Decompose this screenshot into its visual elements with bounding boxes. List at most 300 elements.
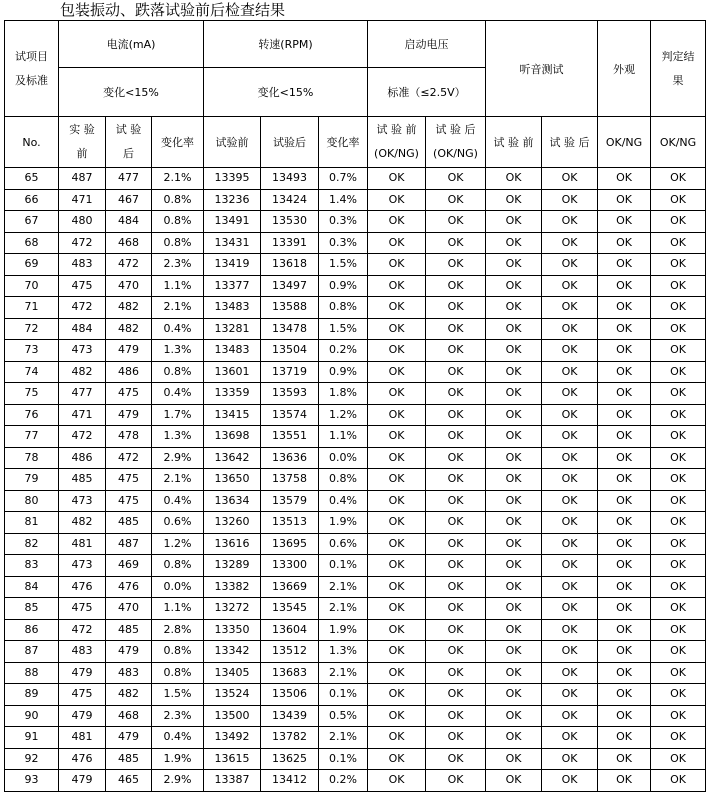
cell-speed-before: 13281 [204,318,261,340]
cell-judgement: OK [651,361,706,383]
header-corner-line2: 及标准 [15,73,48,87]
cell-current-rate: 2.1% [152,469,204,491]
cell-speed-rate: 0.1% [319,555,368,577]
cell-voltage-after: OK [426,469,486,491]
cell-listening-after: OK [542,490,598,512]
cell-speed-rate: 1.8% [319,383,368,405]
cell-appearance: OK [598,426,651,448]
table-row [5,770,706,792]
cell-voltage-after: OK [426,383,486,405]
table-row [5,662,706,684]
cell-no: 88 [5,662,59,684]
cell-current-before: 473 [59,555,106,577]
cell-current-before: 482 [59,512,106,534]
cell-no: 76 [5,404,59,426]
header-speed-standard: 变化<15% [204,68,368,117]
cell-no: 80 [5,490,59,512]
table-row [5,318,706,340]
cell-judgement: OK [651,705,706,727]
cell-current-before: 486 [59,447,106,469]
cell-speed-rate: 0.2% [319,770,368,792]
cell-listening-before: OK [486,404,542,426]
cell-judgement: OK [651,340,706,362]
cell-current-rate: 2.3% [152,705,204,727]
cell-current-after: 487 [106,533,152,555]
cell-speed-after: 13683 [261,662,319,684]
cell-judgement: OK [651,684,706,706]
cell-no: 68 [5,232,59,254]
cell-current-after: 468 [106,705,152,727]
cell-current-rate: 2.1% [152,168,204,190]
cell-voltage-before: OK [368,770,426,792]
cell-speed-rate: 2.1% [319,576,368,598]
cell-speed-before: 13405 [204,662,261,684]
cell-appearance: OK [598,168,651,190]
header-voltage-before-label: 试 验 前 [376,123,417,136]
cell-speed-before: 13377 [204,275,261,297]
cell-appearance: OK [598,770,651,792]
cell-voltage-before: OK [368,211,426,233]
cell-speed-rate: 1.9% [319,512,368,534]
cell-voltage-before: OK [368,297,426,319]
cell-voltage-after: OK [426,619,486,641]
cell-current-before: 479 [59,662,106,684]
cell-listening-before: OK [486,576,542,598]
cell-no: 69 [5,254,59,276]
cell-current-before: 475 [59,598,106,620]
table-row [5,297,706,319]
cell-current-before: 476 [59,748,106,770]
cell-listening-before: OK [486,447,542,469]
cell-speed-rate: 1.5% [319,254,368,276]
cell-voltage-before: OK [368,662,426,684]
header-corner-line1: 试项目 [15,49,48,63]
cell-speed-before: 13289 [204,555,261,577]
cell-judgement: OK [651,211,706,233]
cell-no: 86 [5,619,59,641]
cell-speed-rate: 0.3% [319,232,368,254]
cell-voltage-after: OK [426,297,486,319]
cell-listening-after: OK [542,275,598,297]
cell-current-after: 470 [106,598,152,620]
cell-speed-before: 13272 [204,598,261,620]
cell-speed-before: 13483 [204,340,261,362]
cell-listening-after: OK [542,662,598,684]
table-row [5,684,706,706]
cell-appearance: OK [598,383,651,405]
table-row [5,447,706,469]
cell-current-rate: 0.8% [152,662,204,684]
cell-listening-after: OK [542,684,598,706]
cell-listening-after: OK [542,404,598,426]
cell-appearance: OK [598,211,651,233]
header-voltage-before-okng: (OK/NG) [374,147,419,160]
cell-current-before: 475 [59,275,106,297]
cell-listening-before: OK [486,662,542,684]
cell-current-rate: 0.4% [152,490,204,512]
cell-appearance: OK [598,232,651,254]
cell-speed-rate: 1.2% [319,404,368,426]
cell-judgement: OK [651,404,706,426]
cell-voltage-after: OK [426,426,486,448]
cell-listening-before: OK [486,275,542,297]
cell-current-rate: 1.1% [152,598,204,620]
cell-speed-rate: 0.1% [319,748,368,770]
cell-voltage-before: OK [368,684,426,706]
cell-voltage-after: OK [426,576,486,598]
cell-speed-after: 13513 [261,512,319,534]
cell-current-before: 471 [59,404,106,426]
cell-speed-after: 13782 [261,727,319,749]
cell-speed-before: 13616 [204,533,261,555]
cell-listening-after: OK [542,770,598,792]
cell-voltage-before: OK [368,361,426,383]
cell-no: 70 [5,275,59,297]
cell-voltage-after: OK [426,447,486,469]
cell-voltage-before: OK [368,318,426,340]
cell-speed-after: 13497 [261,275,319,297]
cell-no: 67 [5,211,59,233]
cell-listening-before: OK [486,748,542,770]
cell-speed-before: 13650 [204,469,261,491]
cell-current-after: 485 [106,748,152,770]
cell-listening-after: OK [542,598,598,620]
cell-speed-rate: 0.7% [319,168,368,190]
cell-current-rate: 2.1% [152,297,204,319]
cell-voltage-after: OK [426,662,486,684]
cell-listening-before: OK [486,361,542,383]
cell-voltage-before: OK [368,598,426,620]
cell-listening-after: OK [542,340,598,362]
cell-current-before: 481 [59,533,106,555]
cell-judgement: OK [651,512,706,534]
cell-appearance: OK [598,748,651,770]
cell-listening-after: OK [542,576,598,598]
cell-judgement: OK [651,727,706,749]
table-row [5,340,706,362]
cell-speed-after: 13504 [261,340,319,362]
cell-listening-after: OK [542,232,598,254]
header-judgement-okng: OK/NG [651,117,706,168]
cell-current-before: 472 [59,426,106,448]
cell-listening-before: OK [486,318,542,340]
cell-no: 79 [5,469,59,491]
header-speed-before: 试验前 [204,117,261,168]
cell-appearance: OK [598,533,651,555]
cell-current-rate: 0.8% [152,189,204,211]
header-speed: 转速(RPM) [204,21,368,68]
cell-current-before: 472 [59,619,106,641]
cell-speed-after: 13300 [261,555,319,577]
cell-current-before: 487 [59,168,106,190]
cell-voltage-before: OK [368,469,426,491]
table-row [5,361,706,383]
cell-no: 90 [5,705,59,727]
cell-current-after: 478 [106,426,152,448]
cell-voltage-before: OK [368,168,426,190]
cell-no: 84 [5,576,59,598]
cell-speed-after: 13719 [261,361,319,383]
header-current: 电流(mA) [59,21,204,68]
cell-current-after: 486 [106,361,152,383]
cell-listening-after: OK [542,748,598,770]
cell-listening-before: OK [486,426,542,448]
cell-current-rate: 2.9% [152,770,204,792]
results-table [4,20,706,792]
cell-appearance: OK [598,340,651,362]
cell-current-after: 468 [106,232,152,254]
cell-judgement: OK [651,662,706,684]
table-row [5,619,706,641]
cell-listening-after: OK [542,533,598,555]
cell-judgement: OK [651,383,706,405]
cell-speed-before: 13415 [204,404,261,426]
cell-speed-before: 13492 [204,727,261,749]
cell-current-rate: 1.5% [152,684,204,706]
cell-speed-before: 13642 [204,447,261,469]
table-row [5,641,706,663]
cell-speed-after: 13478 [261,318,319,340]
cell-speed-rate: 0.9% [319,275,368,297]
cell-speed-after: 13391 [261,232,319,254]
cell-current-before: 476 [59,576,106,598]
cell-current-rate: 0.8% [152,211,204,233]
header-speed-rate: 变化率 [319,117,368,168]
cell-speed-after: 13669 [261,576,319,598]
cell-current-rate: 2.9% [152,447,204,469]
header-current-after [106,117,152,168]
cell-current-after: 482 [106,684,152,706]
cell-current-rate: 0.8% [152,232,204,254]
cell-no: 71 [5,297,59,319]
cell-no: 74 [5,361,59,383]
cell-current-after: 479 [106,340,152,362]
cell-voltage-before: OK [368,533,426,555]
cell-no: 72 [5,318,59,340]
cell-no: 77 [5,426,59,448]
cell-no: 73 [5,340,59,362]
cell-current-rate: 1.2% [152,533,204,555]
table-row [5,512,706,534]
cell-judgement: OK [651,748,706,770]
cell-speed-after: 13424 [261,189,319,211]
cell-speed-after: 13506 [261,684,319,706]
cell-listening-after: OK [542,469,598,491]
cell-listening-before: OK [486,770,542,792]
table-row [5,383,706,405]
cell-speed-before: 13260 [204,512,261,534]
header-voltage-after-label: 试 验 后 [435,123,476,136]
cell-current-after: 475 [106,490,152,512]
table-row [5,275,706,297]
cell-current-after: 477 [106,168,152,190]
cell-current-rate: 1.3% [152,426,204,448]
header-appearance: 外观 [598,21,651,117]
header-listening-test: 听音测试 [486,21,598,117]
cell-speed-rate: 0.0% [319,447,368,469]
cell-appearance: OK [598,254,651,276]
cell-current-before: 480 [59,211,106,233]
cell-listening-before: OK [486,254,542,276]
header-judgement-line1: 判定结 [661,49,695,63]
table-row [5,426,706,448]
header-speed-after: 试验后 [261,117,319,168]
header-current-after-line2: 后 [123,147,134,160]
cell-current-rate: 0.4% [152,727,204,749]
cell-appearance: OK [598,447,651,469]
cell-speed-rate: 0.1% [319,684,368,706]
cell-current-rate: 0.4% [152,318,204,340]
cell-voltage-before: OK [368,619,426,641]
cell-current-after: 472 [106,447,152,469]
cell-appearance: OK [598,275,651,297]
cell-listening-after: OK [542,619,598,641]
cell-voltage-after: OK [426,598,486,620]
cell-judgement: OK [651,426,706,448]
cell-speed-before: 13395 [204,168,261,190]
cell-speed-rate: 0.5% [319,705,368,727]
cell-current-after: 479 [106,404,152,426]
cell-no: 75 [5,383,59,405]
cell-current-after: 482 [106,297,152,319]
cell-appearance: OK [598,189,651,211]
cell-current-after: 467 [106,189,152,211]
cell-current-before: 472 [59,297,106,319]
cell-appearance: OK [598,598,651,620]
page-title: 包装振动、跌落试验前后检查结果 [60,1,286,19]
cell-current-before: 477 [59,383,106,405]
cell-current-rate: 0.8% [152,641,204,663]
cell-current-before: 484 [59,318,106,340]
header-listening-after: 试 验 后 [542,117,598,168]
cell-speed-before: 13419 [204,254,261,276]
cell-listening-before: OK [486,340,542,362]
cell-judgement: OK [651,555,706,577]
cell-speed-rate: 0.8% [319,297,368,319]
cell-judgement: OK [651,469,706,491]
cell-no: 66 [5,189,59,211]
header-no: No. [5,117,59,168]
cell-listening-after: OK [542,512,598,534]
cell-speed-after: 13545 [261,598,319,620]
cell-current-rate: 2.8% [152,619,204,641]
table-row [5,576,706,598]
cell-current-before: 473 [59,340,106,362]
cell-speed-rate: 1.5% [319,318,368,340]
cell-current-rate: 0.6% [152,512,204,534]
cell-speed-after: 13439 [261,705,319,727]
cell-current-before: 472 [59,232,106,254]
table-row [5,469,706,491]
cell-voltage-after: OK [426,748,486,770]
table-row [5,189,706,211]
cell-current-after: 470 [106,275,152,297]
cell-speed-before: 13350 [204,619,261,641]
cell-speed-before: 13524 [204,684,261,706]
cell-current-before: 473 [59,490,106,512]
cell-listening-after: OK [542,555,598,577]
cell-judgement: OK [651,447,706,469]
cell-voltage-after: OK [426,705,486,727]
cell-speed-rate: 1.4% [319,189,368,211]
cell-voltage-after: OK [426,254,486,276]
cell-voltage-after: OK [426,512,486,534]
cell-current-rate: 0.8% [152,361,204,383]
cell-speed-after: 13625 [261,748,319,770]
cell-no: 91 [5,727,59,749]
cell-current-after: 479 [106,641,152,663]
cell-voltage-after: OK [426,490,486,512]
header-voltage-before [368,117,426,168]
cell-current-before: 479 [59,705,106,727]
cell-listening-before: OK [486,469,542,491]
cell-speed-after: 13512 [261,641,319,663]
cell-listening-before: OK [486,211,542,233]
table-row [5,254,706,276]
cell-voltage-after: OK [426,275,486,297]
cell-current-rate: 0.8% [152,555,204,577]
cell-speed-after: 13574 [261,404,319,426]
table-row [5,404,706,426]
cell-speed-rate: 0.9% [319,361,368,383]
header-start-voltage: 启动电压 [368,21,486,68]
cell-speed-after: 13412 [261,770,319,792]
cell-voltage-before: OK [368,426,426,448]
cell-listening-before: OK [486,619,542,641]
cell-no: 65 [5,168,59,190]
cell-voltage-before: OK [368,748,426,770]
table-row [5,211,706,233]
cell-speed-after: 13579 [261,490,319,512]
cell-voltage-after: OK [426,727,486,749]
table-row [5,748,706,770]
cell-current-after: 472 [106,254,152,276]
cell-appearance: OK [598,619,651,641]
cell-appearance: OK [598,576,651,598]
cell-voltage-after: OK [426,361,486,383]
cell-judgement: OK [651,275,706,297]
cell-listening-before: OK [486,512,542,534]
cell-current-rate: 1.3% [152,340,204,362]
cell-judgement: OK [651,598,706,620]
cell-speed-after: 13593 [261,383,319,405]
cell-appearance: OK [598,361,651,383]
cell-judgement: OK [651,254,706,276]
cell-current-after: 475 [106,383,152,405]
cell-current-rate: 0.4% [152,383,204,405]
header-current-standard: 变化<15% [59,68,204,117]
cell-current-after: 469 [106,555,152,577]
header-current-before-line2: 前 [76,147,88,160]
cell-judgement: OK [651,168,706,190]
header-corner [5,21,59,117]
cell-listening-after: OK [542,318,598,340]
cell-no: 87 [5,641,59,663]
cell-current-after: 485 [106,512,152,534]
cell-listening-before: OK [486,727,542,749]
header-current-after-line1: 试 验 [115,123,142,136]
cell-listening-before: OK [486,555,542,577]
cell-listening-before: OK [486,598,542,620]
cell-listening-before: OK [486,533,542,555]
cell-speed-rate: 2.1% [319,662,368,684]
cell-no: 89 [5,684,59,706]
cell-listening-before: OK [486,232,542,254]
cell-current-after: 483 [106,662,152,684]
cell-appearance: OK [598,490,651,512]
cell-listening-after: OK [542,168,598,190]
cell-voltage-before: OK [368,340,426,362]
